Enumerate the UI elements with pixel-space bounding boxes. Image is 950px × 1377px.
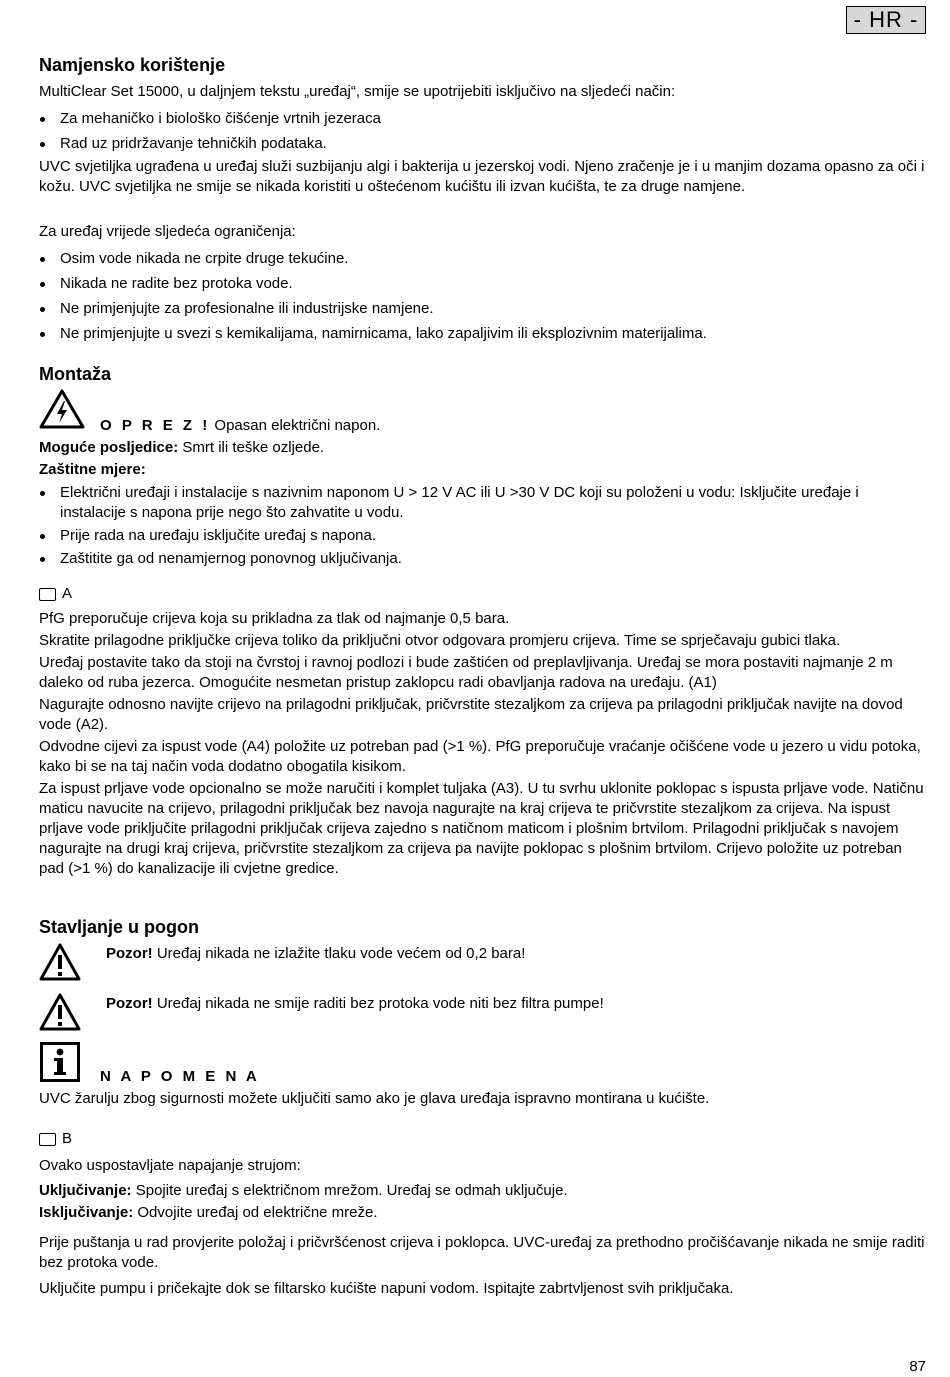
list-item: Ne primjenjujte u svezi s kemikalijama, namirnicama, lako zapaljivim ili eksplozivnim materijalima. (39, 324, 927, 344)
warning-icon (39, 943, 81, 987)
paragraph: Odvodne cijevi za ispust vode (A4) položite uz potreban pad (>1 %). PfG preporučuje vraćanje očišćene vode u jezero u vidu potoka, kako bi se na taj način voda dodatno obogatila kisikom. (39, 738, 921, 775)
switch-off (39, 1203, 378, 1223)
measures-list (39, 483, 927, 569)
final-text: Uključite pumpu i pričekajte dok se filtarsko kućište napuni vodom. Ispitajte zabrtvljenost svih priključaka. (39, 1280, 734, 1297)
language-badge: - HR - (846, 6, 926, 34)
uvc-note: UVC svjetiljka ugrađena u uređaj služi suzbijanju algi i bakterija u jezerskoj vodi. Njeno zračenje je i u manjim dozama opasno za oči i kožu. UVC svjetiljka ne smije se nikada koristiti u oštećenom kućištu ili izvan kućišta, te za druge namjene. (39, 158, 925, 195)
switch-off-text: Odvojite uređaj od električne mreže. (137, 1204, 378, 1221)
caution-label: Pozor! (106, 945, 153, 962)
list-item: Ne primjenjujte za profesionalne ili industrijske namjene. (39, 299, 927, 319)
note-label: N A P O M E N A (100, 1068, 260, 1085)
consequences-label: Moguće posljedice: (39, 439, 179, 456)
info-icon (40, 1042, 80, 1088)
section-title-assembly: Montaža (39, 364, 111, 384)
electric-hazard-icon (39, 389, 85, 435)
switch-off-label: Isključivanje: (39, 1204, 134, 1221)
caution-text: Uređaj nikada ne smije raditi bez protoka vode niti bez filtra pumpe! (156, 995, 604, 1012)
list-item: Rad uz pridržavanje tehničkih podataka. (39, 134, 927, 154)
measures-label: Zaštitne mjere: (39, 461, 146, 478)
consequences (39, 438, 324, 458)
warning-label: O P R E Z ! (100, 417, 211, 434)
paragraph: PfG preporučuje crijeva koja su prikladna za tlak od najmanje 0,5 bara. (39, 610, 510, 627)
figure-box-icon (39, 1133, 56, 1146)
figure-ref-b (39, 1129, 72, 1149)
section-title-commissioning: Stavljanje u pogon (39, 917, 200, 937)
consequences-text: Smrt ili teške ozljede. (182, 439, 325, 456)
caution-pressure (106, 944, 525, 964)
restrictions-list (39, 249, 927, 344)
paragraph: Uređaj postavite tako da stoji na čvrstoj i ravnoj podlozi i bude zaštićen od preplavljivanja. Uređaj se mora postaviti najmanje 2 m daleko od ruba jezerca. Omogućite nesmetan pristup zaklopcu radi obavljanja radova na uređaju. (A1) (39, 654, 893, 691)
section-title-intended-use: Namjensko korištenje (39, 55, 226, 75)
page-number: 87 (909, 1358, 926, 1375)
switch-on-label: Uključivanje: (39, 1182, 132, 1199)
list-item: Zaštitite ga od nenamjernog ponovnog uključivanja. (39, 549, 927, 569)
figure-ref-a (39, 584, 72, 604)
caution-text: Uređaj nikada ne izlažite tlaku vode većem od 0,2 bara! (156, 945, 526, 962)
list-item: Nikada ne radite bez protoka vode. (39, 274, 927, 294)
figure-ref-label: A (62, 585, 73, 602)
switch-on (39, 1181, 568, 1201)
list-item: Za mehaničko i biološko čišćenje vrtnih jezeraca (39, 109, 927, 129)
intended-use-intro: MultiClear Set 15000, u daljnjem tekstu „uređaj“, smije se upotrijebiti isključivo na sljedeći način: (39, 83, 676, 100)
switch-on-text: Spojite uređaj s električnom mrežom. Uređaj se odmah uključuje. (135, 1182, 568, 1199)
list-item: Prije rada na uređaju isključite uređaj s napona. (39, 526, 927, 546)
figure-box-icon (39, 588, 56, 601)
warning-icon (39, 993, 81, 1037)
caution-flow (106, 994, 604, 1014)
intended-use-list (39, 109, 927, 154)
paragraph: Za ispust prljave vode opcionalno se može naručiti i komplet tuljaka (A3). U tu svrhu uklonite poklopac s ispusta prljave vode. Natičnu maticu navucite na crijevo, prilagodni priključak bez navoja nagurajte na kraj crijeva te pričvrstite stezaljkom za crijeva. Na ispust prljave vode priključite prilagodni priključak crijeva zajedno s natičnom maticom i plošnim brtvilom. Prilagodni priključak s navojem nagurajte na drugi kraj crijeva, pričvrstite stezaljkom za crijeva pa navijte poklopac s plošnim brtvilom. Crijevo položite uz potreban pad (>1 %) do kanalizacije ili cvjetne gredice. (39, 780, 924, 877)
note-text: UVC žarulju zbog sigurnosti možete uključiti samo ako je glava uređaja ispravno montirana u kućište. (39, 1090, 710, 1107)
check-text: Prije puštanja u rad provjerite položaj i pričvršćenost crijeva i poklopca. UVC-uređaj za prethodno pročišćavanje nikada ne smije raditi bez protoka vode. (39, 1234, 925, 1271)
power-intro: Ovako uspostavljate napajanje strujom: (39, 1157, 301, 1174)
assembly-paragraphs (39, 609, 927, 879)
assembly-warning (100, 416, 380, 436)
list-item: Osim vode nikada ne crpite druge tekućine. (39, 249, 927, 269)
paragraph: Nagurajte odnosno navijte crijevo na prilagodni priključak, pričvrstite stezaljkom za crijeva pa prilagodni priključak navijte na dovod vode (A2). (39, 696, 903, 733)
warning-text: Opasan električni napon. (214, 417, 381, 434)
figure-ref-label: B (62, 1130, 73, 1147)
list-item: Električni uređaji i instalacije s nazivnim naponom U > 12 V AC ili U >30 V DC koji su položeni u vodu: Isključite uređaje i instalacije s napona prije nego što zahvatite u vodu. (39, 483, 927, 523)
paragraph: Skratite prilagodne priključke crijeva toliko da priključni otvor odgovara promjeru crijeva. Time se sprječavaju gubici tlaka. (39, 632, 841, 649)
caution-label: Pozor! (106, 995, 153, 1012)
restrictions-intro: Za uređaj vrijede sljedeća ograničenja: (39, 223, 296, 240)
